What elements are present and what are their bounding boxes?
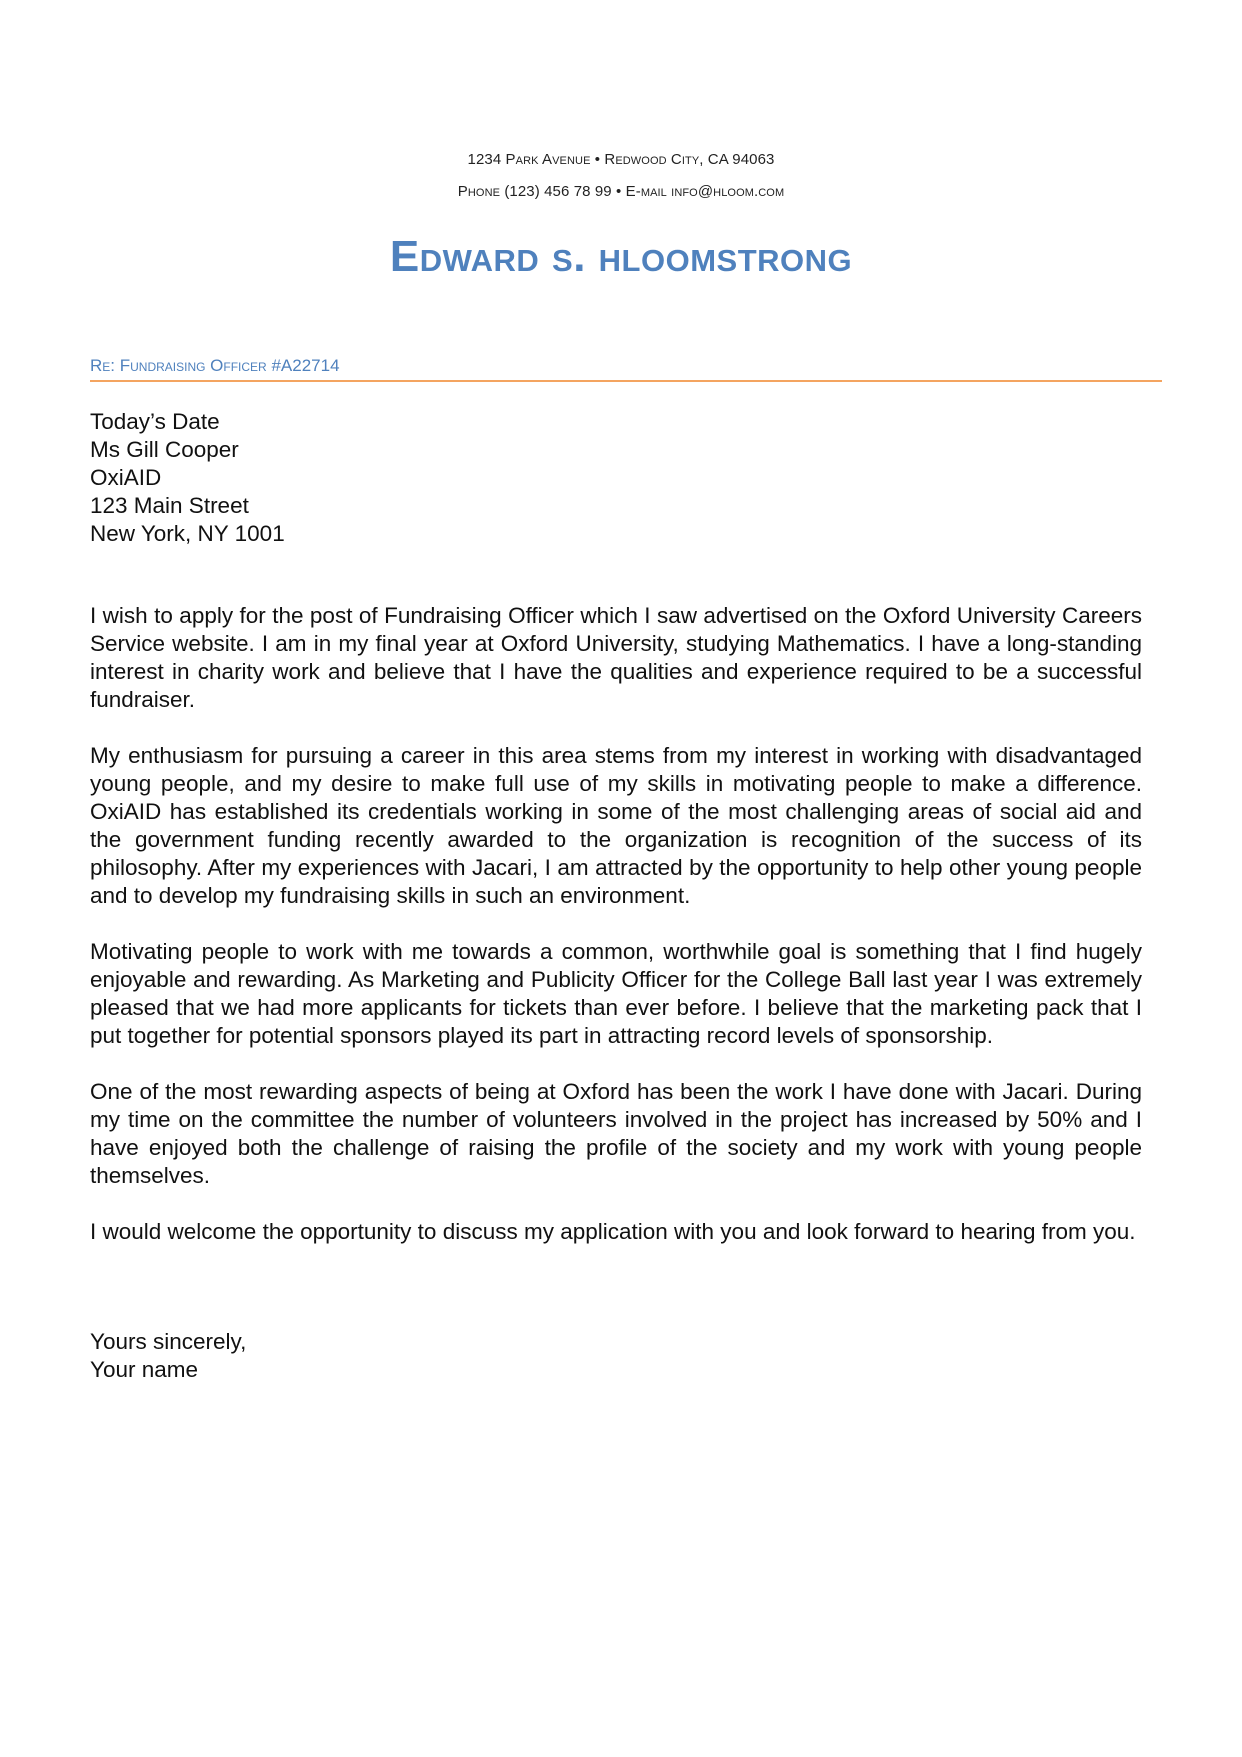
closing-signature: Your name [90, 1357, 198, 1382]
reference-line: Re: Fundraising Officer #A22714 [90, 356, 340, 375]
recipient-street: 123 Main Street [90, 493, 249, 518]
sender-name: Edward s. hloomstrong [389, 232, 853, 281]
recipient-name: Ms Gill Cooper [90, 437, 239, 462]
closing-block [90, 1328, 246, 1384]
body-paragraph: Motivating people to work with me towards a common, worthwhile goal is something that I find hugely enjoyable and rewarding. As Marketing and Publicity Officer for the College Ball last year I was extremely pleased that we had more applicants for tickets than ever before. I believe that the marketing pack that I put together for potential sponsors played its part in attracting record levels of sponsorship. [90, 939, 1142, 1048]
closing-salutation: Yours sincerely, [90, 1329, 247, 1354]
recipient-organization: OxiAID [90, 465, 162, 490]
body-paragraph: I would welcome the opportunity to discuss my application with you and look forward to hearing from you. [90, 1219, 1136, 1244]
sender-contact: Phone (123) 456 78 99 • E-mail info@hloom.com [457, 183, 785, 200]
letter-body [90, 602, 1142, 1274]
header-divider [90, 380, 1162, 382]
letter-date: Today’s Date [90, 409, 220, 434]
body-paragraph: My enthusiasm for pursuing a career in this area stems from my interest in working with disadvantaged young people, and my desire to make full use of my skills in motivating people to make a difference. OxiAID has established its credentials working in some of the most challenging areas of social aid and the government funding recently awarded to the organization is recognition of the success of its philosophy. After my experiences with Jacari, I am attracted by the opportunity to help other young people and to develop my fundraising skills in such an environment. [90, 743, 1142, 908]
body-paragraph: I wish to apply for the post of Fundraising Officer which I saw advertised on the Oxford University Careers Service website. I am in my final year at Oxford University, studying Mathematics. I have a long-standing interest in charity work and believe that I have the qualities and experience required to be a successful fundraiser. [90, 603, 1142, 712]
recipient-city: New York, NY 1001 [90, 521, 285, 546]
recipient-block [90, 408, 285, 548]
body-paragraph: One of the most rewarding aspects of being at Oxford has been the work I have done with Jacari. During my time on the committee the number of volunteers involved in the project has increased by 50% and I have enjoyed both the challenge of raising the profile of the society and my work with young people themselves. [90, 1079, 1142, 1188]
sender-address: 1234 Park Avenue • Redwood City, CA 94063 [467, 151, 775, 168]
